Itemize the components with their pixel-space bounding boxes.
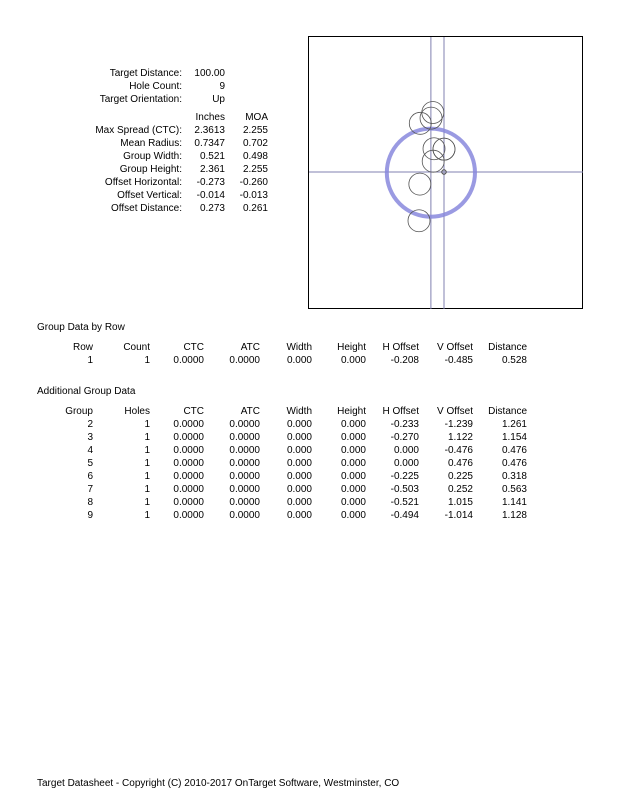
table-cell: 0.000 — [286, 510, 312, 521]
stat-inches: -0.014 — [196, 190, 225, 201]
column-header: V Offset — [437, 406, 473, 417]
table-cell: 0.0000 — [173, 484, 204, 495]
stat-inches: -0.273 — [196, 177, 225, 188]
column-header: Distance — [488, 406, 527, 417]
table-row — [37, 457, 527, 470]
page-footer: Target Datasheet - Copyright (C) 2010-2017 OnTarget Software, Westminster, CO — [37, 778, 400, 789]
table-cell: -0.521 — [390, 497, 419, 508]
table-cell: 9 — [87, 510, 93, 521]
table-cell: 0.0000 — [229, 497, 260, 508]
group-section-title: Additional Group Data — [37, 386, 136, 397]
stat-row — [0, 150, 290, 163]
table-cell: 0.0000 — [173, 510, 204, 521]
table-cell: 0.0000 — [173, 355, 204, 366]
table-cell: 1 — [144, 445, 150, 456]
inches-column-header: Inches — [195, 112, 225, 123]
column-header: Height — [337, 342, 366, 353]
stat-row — [0, 124, 290, 137]
target-distance-value: 100.00 — [194, 68, 225, 79]
table-cell: 0.000 — [393, 458, 419, 469]
hole-count-label: Hole Count: — [129, 81, 182, 92]
table-cell: 0.000 — [286, 445, 312, 456]
table-cell: 0.0000 — [229, 458, 260, 469]
table-cell: 0.563 — [501, 484, 527, 495]
table-cell: 0.000 — [340, 419, 366, 430]
table-cell: 0.0000 — [173, 432, 204, 443]
table-cell: 0.000 — [286, 355, 312, 366]
stat-label: Group Width: — [123, 151, 182, 162]
stat-label: Offset Distance: — [111, 203, 182, 214]
stat-inches: 0.521 — [199, 151, 225, 162]
table-cell: -0.494 — [390, 510, 419, 521]
stat-row — [0, 189, 290, 202]
table-cell: 1 — [144, 355, 150, 366]
table-cell: 3 — [87, 432, 93, 443]
table-cell: 1 — [144, 419, 150, 430]
hole-count-row — [0, 80, 290, 93]
target-distance-row — [0, 67, 290, 80]
table-cell: 0.0000 — [229, 445, 260, 456]
column-header: Row — [72, 342, 93, 353]
column-header: Width — [286, 342, 312, 353]
stat-inches: 2.3613 — [194, 125, 225, 136]
column-header: Group — [65, 406, 93, 417]
table-cell: -1.239 — [444, 419, 473, 430]
table-cell: 1.154 — [501, 432, 527, 443]
table-cell: 0.000 — [286, 419, 312, 430]
table-cell: -1.014 — [444, 510, 473, 521]
table-cell: -0.503 — [390, 484, 419, 495]
table-cell: 0.225 — [447, 471, 473, 482]
table-cell: 1 — [144, 484, 150, 495]
stat-row — [0, 137, 290, 150]
table-cell: -0.208 — [390, 355, 419, 366]
table-cell: 1.015 — [447, 497, 473, 508]
stat-moa: 0.261 — [242, 203, 268, 214]
stat-moa: 0.702 — [242, 138, 268, 149]
table-cell: 0.000 — [286, 432, 312, 443]
table-row — [37, 418, 527, 431]
table-cell: 0.476 — [447, 458, 473, 469]
stat-label: Mean Radius: — [120, 138, 182, 149]
table-header-row — [37, 405, 527, 418]
table-cell: 0.476 — [501, 445, 527, 456]
stat-inches: 2.361 — [199, 164, 225, 175]
target-diagram — [308, 36, 584, 310]
stat-moa: 0.498 — [242, 151, 268, 162]
column-header: H Offset — [382, 342, 419, 353]
table-cell: 0.318 — [501, 471, 527, 482]
table-cell: 6 — [87, 471, 93, 482]
table-cell: -0.233 — [390, 419, 419, 430]
row-data-table — [37, 341, 527, 367]
table-cell: 0.000 — [340, 355, 366, 366]
hole-count-value: 9 — [219, 81, 225, 92]
table-cell: 0.0000 — [229, 432, 260, 443]
stat-moa: 2.255 — [242, 164, 268, 175]
stat-row — [0, 202, 290, 215]
table-cell: -0.270 — [390, 432, 419, 443]
target-distance-label: Target Distance: — [109, 68, 182, 79]
table-cell: 0.0000 — [229, 419, 260, 430]
table-cell: 1.261 — [501, 419, 527, 430]
stat-row — [0, 176, 290, 189]
group-data-table — [37, 405, 527, 522]
table-cell: 0.0000 — [173, 471, 204, 482]
units-header-row — [0, 111, 290, 124]
table-cell: 1.141 — [501, 497, 527, 508]
table-cell: 1.122 — [447, 432, 473, 443]
target-orientation-value: Up — [212, 94, 225, 105]
table-cell: 0.0000 — [229, 355, 260, 366]
table-cell: 0.000 — [340, 510, 366, 521]
table-cell: -0.476 — [444, 445, 473, 456]
table-header-row — [37, 341, 527, 354]
stat-moa: -0.260 — [239, 177, 268, 188]
stat-moa: -0.013 — [239, 190, 268, 201]
table-cell: 0.000 — [340, 484, 366, 495]
column-header: CTC — [183, 342, 204, 353]
table-cell: 0.0000 — [229, 510, 260, 521]
table-cell: 4 — [87, 445, 93, 456]
table-cell: 7 — [87, 484, 93, 495]
table-row — [37, 470, 527, 483]
table-cell: 5 — [87, 458, 93, 469]
column-header: Distance — [488, 342, 527, 353]
table-cell: 1 — [144, 432, 150, 443]
table-cell: 2 — [87, 419, 93, 430]
table-cell: 0.000 — [340, 445, 366, 456]
column-header: ATC — [240, 342, 260, 353]
table-row — [37, 509, 527, 522]
table-cell: 0.000 — [286, 484, 312, 495]
stat-inches: 0.7347 — [194, 138, 225, 149]
column-header: Width — [286, 406, 312, 417]
column-header: V Offset — [437, 342, 473, 353]
table-cell: 0.000 — [340, 432, 366, 443]
table-cell: 0.252 — [447, 484, 473, 495]
target-orientation-row — [0, 93, 290, 106]
table-cell: 0.000 — [340, 471, 366, 482]
stat-label: Offset Horizontal: — [104, 177, 182, 188]
table-cell: 8 — [87, 497, 93, 508]
table-cell: -0.225 — [390, 471, 419, 482]
table-cell: 0.0000 — [173, 458, 204, 469]
table-cell: 0.000 — [340, 458, 366, 469]
table-cell: 0.0000 — [173, 497, 204, 508]
column-header: ATC — [240, 406, 260, 417]
table-cell: 0.000 — [340, 497, 366, 508]
table-cell: 0.0000 — [229, 484, 260, 495]
table-cell: 1.128 — [501, 510, 527, 521]
table-cell: 0.000 — [286, 458, 312, 469]
table-cell: 1 — [144, 471, 150, 482]
table-row — [37, 354, 527, 367]
table-cell: 0.476 — [501, 458, 527, 469]
stat-label: Group Height: — [119, 164, 182, 175]
table-cell: 1 — [144, 458, 150, 469]
table-cell: 1 — [144, 497, 150, 508]
row-section-title: Group Data by Row — [37, 322, 125, 333]
table-cell: 0.000 — [286, 497, 312, 508]
stat-label: Offset Vertical: — [117, 190, 182, 201]
table-row — [37, 496, 527, 509]
table-row — [37, 483, 527, 496]
column-header: H Offset — [382, 406, 419, 417]
table-row — [37, 444, 527, 457]
column-header: Height — [337, 406, 366, 417]
target-orientation-label: Target Orientation: — [99, 94, 182, 105]
stat-inches: 0.273 — [199, 203, 225, 214]
table-cell: 0.0000 — [229, 471, 260, 482]
column-header: Holes — [124, 406, 150, 417]
column-header: CTC — [183, 406, 204, 417]
table-cell: 0.528 — [501, 355, 527, 366]
table-cell: 0.0000 — [173, 419, 204, 430]
stat-label: Max Spread (CTC): — [95, 125, 182, 136]
table-cell: -0.485 — [444, 355, 473, 366]
table-row — [37, 431, 527, 444]
table-cell: 1 — [144, 510, 150, 521]
table-cell: 0.000 — [393, 445, 419, 456]
stat-row — [0, 163, 290, 176]
table-cell: 0.0000 — [173, 445, 204, 456]
table-cell: 1 — [87, 355, 93, 366]
column-header: Count — [123, 342, 150, 353]
stat-moa: 2.255 — [242, 125, 268, 136]
table-cell: 0.000 — [286, 471, 312, 482]
moa-column-header: MOA — [245, 112, 268, 123]
